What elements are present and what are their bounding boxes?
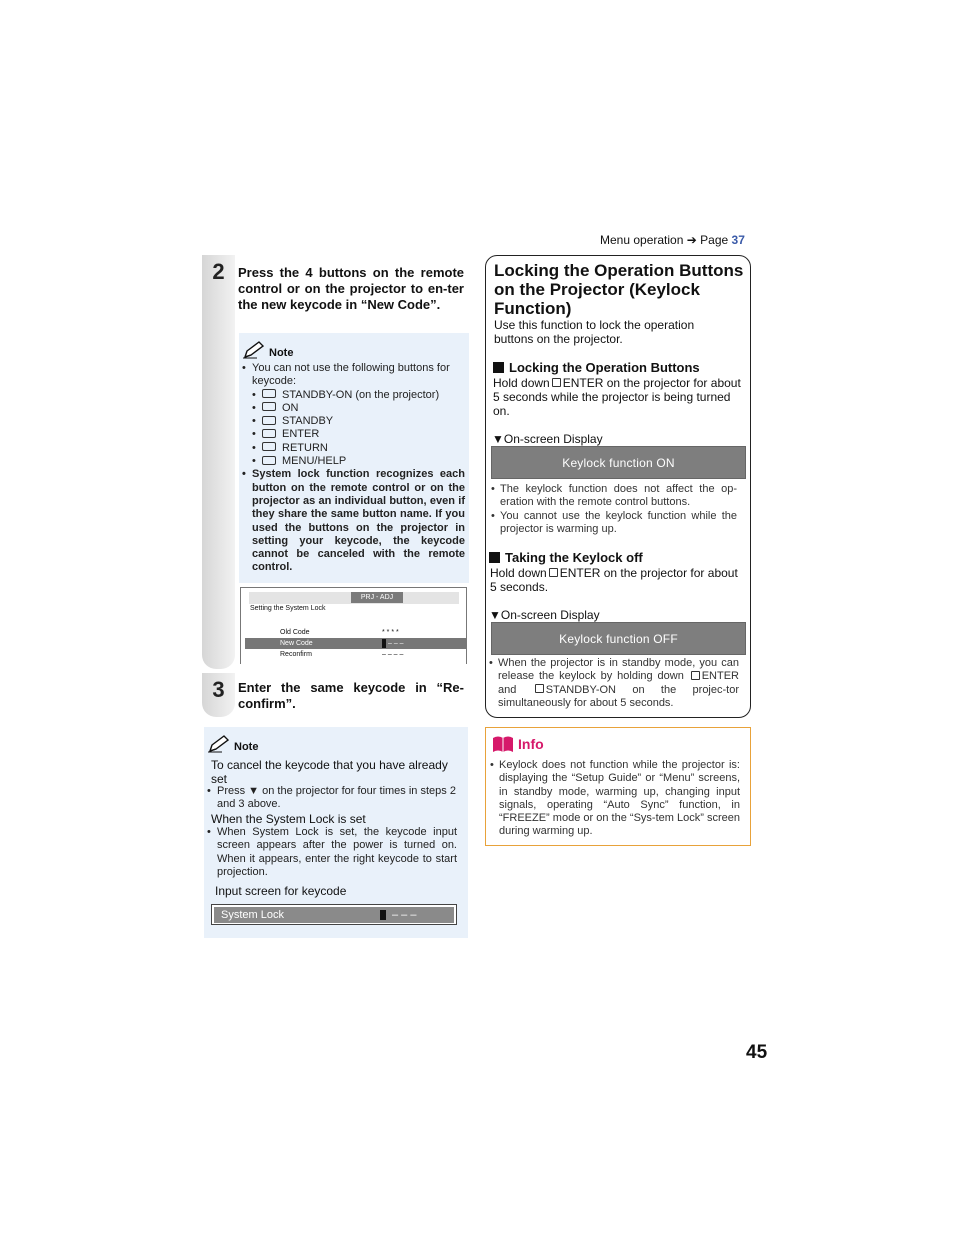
cancel-heading: To cancel the keycode that you have already set: [211, 758, 448, 786]
enter-button-icon: [691, 671, 700, 680]
step-3-title: Enter the same keycode in “Re-confirm”.: [238, 680, 464, 711]
list-item: • The keylock function does not affect the op-eration with the remote control buttons.: [491, 483, 737, 510]
table-row: New Code – – –: [245, 638, 466, 649]
enter-button-icon: [549, 568, 558, 577]
list-item: • Keylock does not function while the projector is: displaying the “Setup Guide” or “Menu” screens, in standby mode, warming up, changing input signals, operating “Auto Sync” function, in “FREEZE” mode or on the “Sys-tem Lock” screen during warming up.: [490, 759, 740, 839]
system-lock-setup-screen: [240, 587, 467, 664]
note-list: [242, 362, 465, 575]
square-bullet-icon: [493, 362, 504, 373]
list-item: • Press ▼ on the projector for four times in steps 2 and 3 above.: [207, 785, 457, 812]
page-link[interactable]: 37: [731, 233, 745, 247]
menu-help-button-icon: [262, 456, 276, 465]
list-item: • You cannot use the keylock function while the projector is warming up.: [491, 510, 737, 537]
system-lock-label: System Lock: [221, 909, 284, 921]
standby-on-button-icon: [262, 389, 276, 398]
list-item: • RETURN: [242, 442, 465, 455]
section-title: Locking the Operation Buttons on the Projector (Keylock Function): [494, 261, 744, 318]
return-button-icon: [262, 442, 276, 451]
list-item: • ON: [242, 402, 465, 415]
info-heading: Info: [492, 735, 544, 753]
keylock-section: [485, 255, 751, 718]
step-2-title: Press the 4 buttons on the remote control or on the projector to en-ter the new keycode in “New Code”.: [238, 265, 464, 312]
cursor: [382, 639, 386, 648]
osd-keylock-on: Keylock function ON: [491, 446, 746, 479]
when-heading: When the System Lock is set: [211, 812, 366, 826]
lock-heading: Locking the Operation Buttons: [493, 360, 700, 375]
step-2-tab: [202, 255, 235, 669]
list-item: • You can not use the following buttons for keycode:: [242, 362, 465, 389]
osd-keylock-off: Keylock function OFF: [491, 622, 746, 655]
enter-button-icon: [552, 378, 561, 387]
step-number: 3: [212, 677, 225, 702]
menu-reference: Menu operation ➔ Page 37: [600, 233, 745, 247]
tab-prj-adj: PRJ - ADJ: [351, 592, 403, 603]
note-panel-step-2: [239, 333, 469, 583]
note-heading: Note: [243, 341, 293, 359]
note-heading: Note: [208, 735, 258, 753]
list-item: • STANDBY-ON (on the projector): [242, 389, 465, 402]
book-icon: [492, 735, 514, 753]
table-row: Old Code * * * *: [280, 629, 399, 636]
screen-heading: Setting the System Lock: [250, 605, 326, 612]
info-box: [485, 727, 751, 846]
section-intro: Use this function to lock the operation buttons on the projector.: [494, 318, 695, 346]
off-heading: Taking the Keylock off: [489, 550, 643, 565]
input-heading: Input screen for keycode: [215, 884, 347, 898]
square-bullet-icon: [489, 552, 500, 563]
cursor: [380, 910, 386, 920]
list-item: • When System Lock is set, the keycode input screen appears after the power is turned on. When it appears, enter the right keycode to start projection.: [207, 826, 457, 879]
pencil-note-icon: [208, 735, 232, 753]
enter-button-icon: [262, 429, 276, 438]
list-item: • STANDBY: [242, 415, 465, 428]
list-item: • ENTER: [242, 428, 465, 441]
page-number: 45: [746, 1042, 768, 1063]
standby-button-icon: [262, 416, 276, 425]
osd-label: ▼On-screen Display: [492, 432, 603, 446]
keycode-input[interactable]: – – –: [392, 909, 417, 921]
list-item: • System lock function recognizes each button on the remote control or on the projector as an individual button, even if they share the same button name. If you used the buttons on the projector in setting your keycode, the keycode cannot be canceled with the remote control.: [242, 468, 465, 574]
table-row: Reconfirm – – – –: [280, 651, 404, 658]
osd-label: ▼On-screen Display: [489, 608, 600, 622]
list-item: • MENU/HELP: [242, 455, 465, 468]
note-panel-step-3: [204, 727, 468, 938]
off-text: Hold down ENTER on the projector for about 5 seconds.: [490, 566, 738, 594]
arrow-right-icon: ➔: [686, 233, 697, 247]
lock-text: Hold down ENTER on the projector for about 5 seconds while the projector is being turned on.: [493, 376, 741, 418]
list-item: • When the projector is in standby mode, you can release the keylock by holding down ENTER and STANDBY-ON on the projec-tor simultaneously for about 5 seconds.: [489, 657, 739, 710]
keycode-input-screen: [211, 904, 457, 925]
standby-on-button-icon: [535, 684, 544, 693]
pencil-note-icon: [243, 341, 267, 359]
step-3-tab: [202, 673, 235, 717]
on-button-icon: [262, 402, 276, 411]
step-number: 2: [212, 259, 225, 284]
